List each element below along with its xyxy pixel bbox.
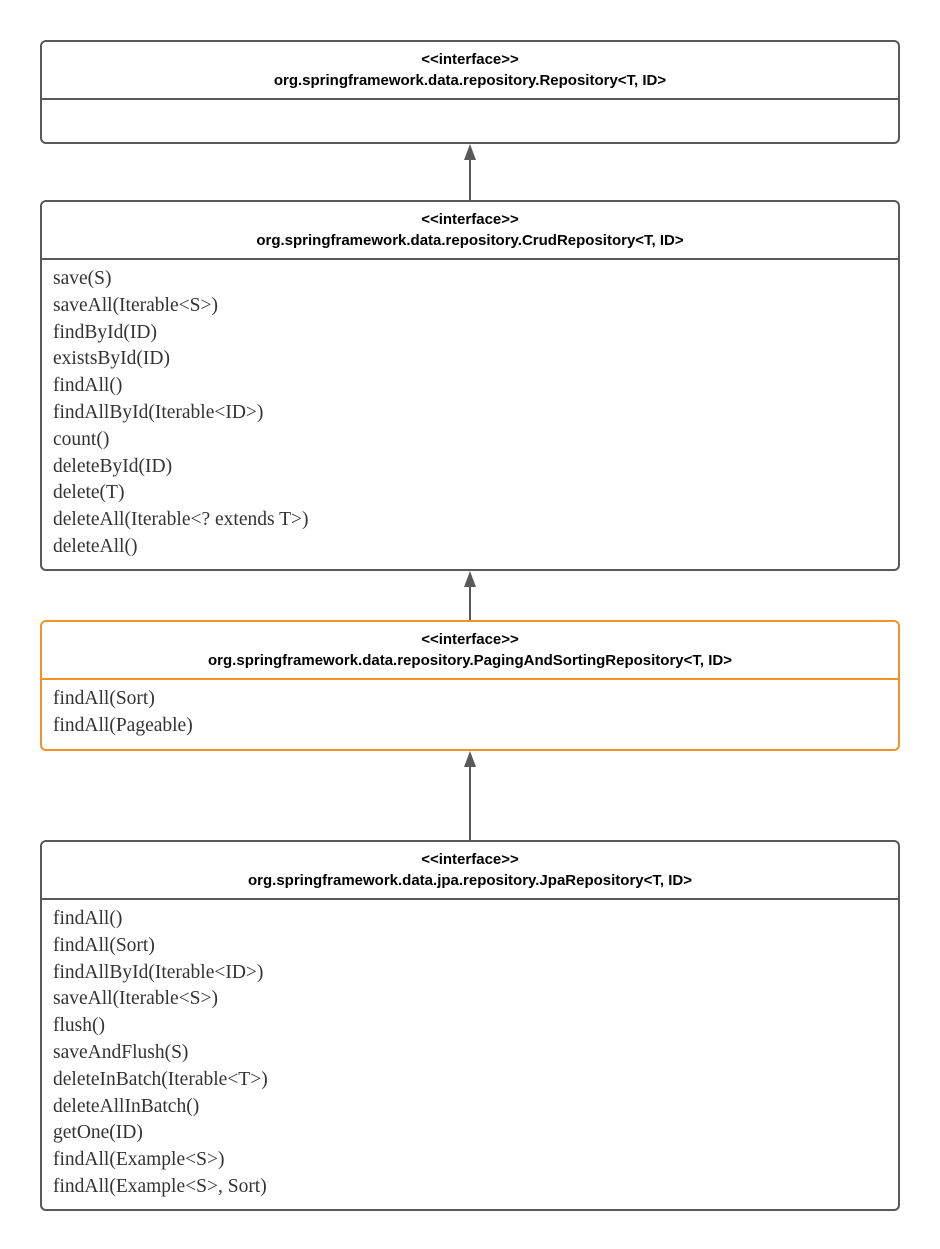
interface-header	[42, 202, 898, 260]
interface-name: org.springframework.data.jpa.repository.JpaRepository<T, ID>	[247, 872, 692, 889]
method-list	[42, 260, 898, 561]
method-item: findAll(Pageable)	[53, 714, 193, 736]
interface-box	[40, 620, 900, 751]
method-item: findAll()	[53, 375, 123, 397]
method-item: saveAndFlush(S)	[53, 1041, 189, 1063]
method-list	[42, 100, 898, 106]
method-item: findAll(Sort)	[53, 934, 155, 956]
method-item: count()	[53, 428, 110, 450]
interface-box	[40, 40, 900, 144]
method-list	[42, 680, 898, 740]
method-item: deleteAll()	[53, 535, 138, 557]
interface-header	[42, 842, 898, 900]
method-item: saveAll(Iterable<S>)	[53, 988, 218, 1010]
method-item: flush()	[53, 1015, 105, 1037]
method-item: deleteById(ID)	[53, 455, 173, 477]
method-item: deleteInBatch(Iterable<T>)	[53, 1068, 268, 1090]
stereotype-label: <<interface>>	[421, 631, 519, 648]
method-item: deleteAllInBatch()	[53, 1095, 200, 1117]
stereotype-label: <<interface>>	[421, 851, 519, 868]
method-item: deleteAll(Iterable<? extends T>)	[53, 509, 309, 531]
interface-box	[40, 200, 900, 571]
method-item: findById(ID)	[53, 321, 157, 343]
method-list	[42, 900, 898, 1201]
inheritance-arrow	[462, 751, 478, 840]
interface-name: org.springframework.data.repository.CrudRepository<T, ID>	[256, 232, 684, 249]
stereotype-label: <<interface>>	[421, 51, 519, 68]
method-item: getOne(ID)	[53, 1122, 143, 1144]
method-item: saveAll(Iterable<S>)	[53, 294, 218, 316]
inheritance-arrow	[462, 144, 478, 200]
inheritance-arrow	[462, 571, 478, 620]
method-item: findAllById(Iterable<ID>)	[53, 961, 264, 983]
method-item: findAll()	[53, 908, 123, 929]
interface-box	[40, 840, 900, 1211]
method-item: delete(T)	[53, 482, 125, 504]
method-item: findAllById(Iterable<ID>)	[53, 401, 264, 423]
interface-name: org.springframework.data.repository.PagingAndSortingRepository<T, ID>	[208, 652, 732, 669]
method-item: save(S)	[53, 268, 112, 289]
stereotype-label: <<interface>>	[421, 211, 519, 228]
method-item: findAll(Sort)	[53, 688, 155, 709]
interface-name: org.springframework.data.repository.Repository<T, ID>	[273, 72, 667, 89]
method-item: findAll(Example<S>)	[53, 1149, 225, 1171]
method-item: findAll(Example<S>, Sort)	[53, 1175, 267, 1197]
interface-header	[42, 42, 898, 100]
interface-header	[42, 622, 898, 680]
method-item: existsById(ID)	[53, 348, 170, 370]
